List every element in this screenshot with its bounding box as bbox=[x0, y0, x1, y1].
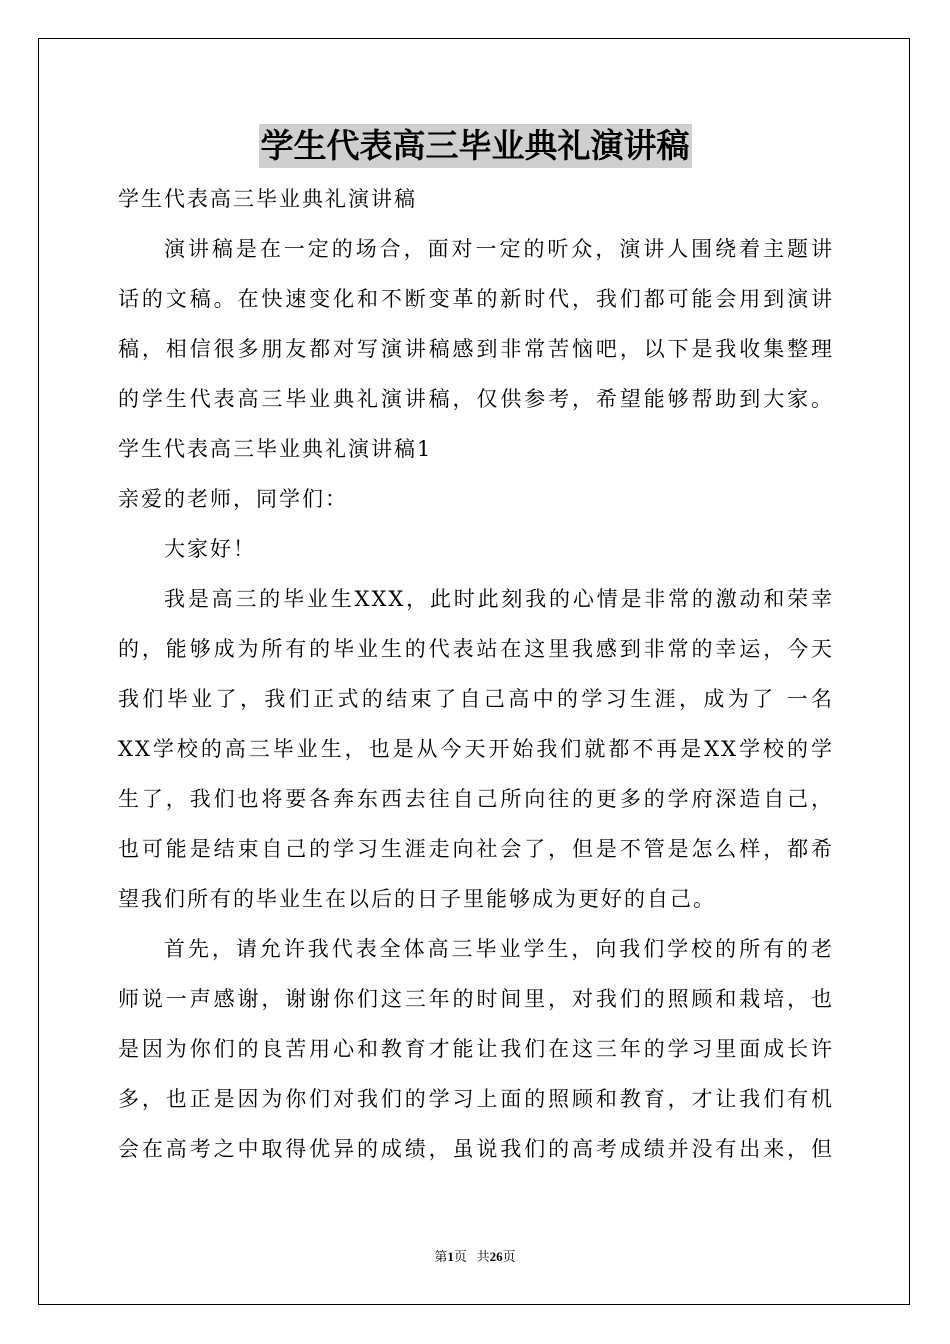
text-line: 话的文稿。在快速变化和不断变革的新时代，我们都可能会用到演讲 bbox=[118, 287, 834, 311]
footer-total-suffix: 页 bbox=[502, 1249, 516, 1264]
footer-page-suffix: 页 bbox=[453, 1249, 467, 1264]
text-line: XX学校的高三毕业生，也是从今天开始我们就都不再是XX学校的学 bbox=[118, 737, 834, 761]
text-line: 稿，相信很多朋友都对写演讲稿感到非常苦恼吧，以下是我收集整理 bbox=[118, 337, 834, 361]
title-wrap bbox=[0, 124, 950, 168]
text-line: 的学生代表高三毕业典礼演讲稿，仅供参考，希望能够帮助到大家。 bbox=[118, 387, 834, 411]
text-line: 会在高考之中取得优异的成绩，虽说我们的高考成绩并没有出来，但 bbox=[118, 1137, 834, 1161]
text-line: 是因为你们的良苦用心和教育才能让我们在这三年的学习里面成长许 bbox=[118, 1037, 834, 1061]
text-line: 多，也正是因为你们对我们的学习上面的照顾和教育，才让我们有机 bbox=[118, 1087, 834, 1111]
text-line: 首先，请允许我代表全体高三毕业学生，向我们学校的所有的老 bbox=[164, 937, 834, 961]
text-line: 望我们所有的毕业生在以后的日子里能够成为更好的自己。 bbox=[118, 887, 716, 911]
text-line: 演讲稿是在一定的场合，面对一定的听众，演讲人围绕着主题讲 bbox=[164, 237, 834, 261]
salutation: 亲爱的老师，同学们： bbox=[118, 487, 348, 511]
text-line: 师说一声感谢，谢谢你们这三年的时间里，对我们的照顾和栽培，也 bbox=[118, 987, 834, 1011]
footer-page-number: 1 bbox=[447, 1249, 454, 1264]
section-heading: 学生代表高三毕业典礼演讲稿1 bbox=[118, 437, 433, 461]
text-line: 生了，我们也将要各奔东西去往自己所向往的更多的学府深造自己， bbox=[118, 787, 834, 811]
footer-total-prefix: 共 bbox=[476, 1249, 490, 1264]
text-line: 我是高三的毕业生XXX，此时此刻我的心情是非常的激动和荣幸 bbox=[164, 587, 834, 611]
document-title: 学生代表高三毕业典礼演讲稿 bbox=[259, 124, 692, 168]
text-line: 我们毕业了，我们正式的结束了自己高中的学习生涯，成为了 一名 bbox=[118, 687, 834, 711]
text-line: 的，能够成为所有的毕业生的代表站在这里我感到非常的幸运，今天 bbox=[118, 637, 834, 661]
text-line: 也可能是结束自己的学习生涯走向社会了，但是不管是怎么样，都希 bbox=[118, 837, 834, 861]
footer-total-pages: 26 bbox=[489, 1249, 503, 1264]
subtitle-line: 学生代表高三毕业典礼演讲稿 bbox=[118, 187, 417, 211]
greeting: 大家好！ bbox=[164, 537, 256, 561]
footer-prefix: 第 bbox=[434, 1249, 448, 1264]
page-footer bbox=[0, 1246, 950, 1265]
page-border bbox=[38, 38, 910, 1305]
